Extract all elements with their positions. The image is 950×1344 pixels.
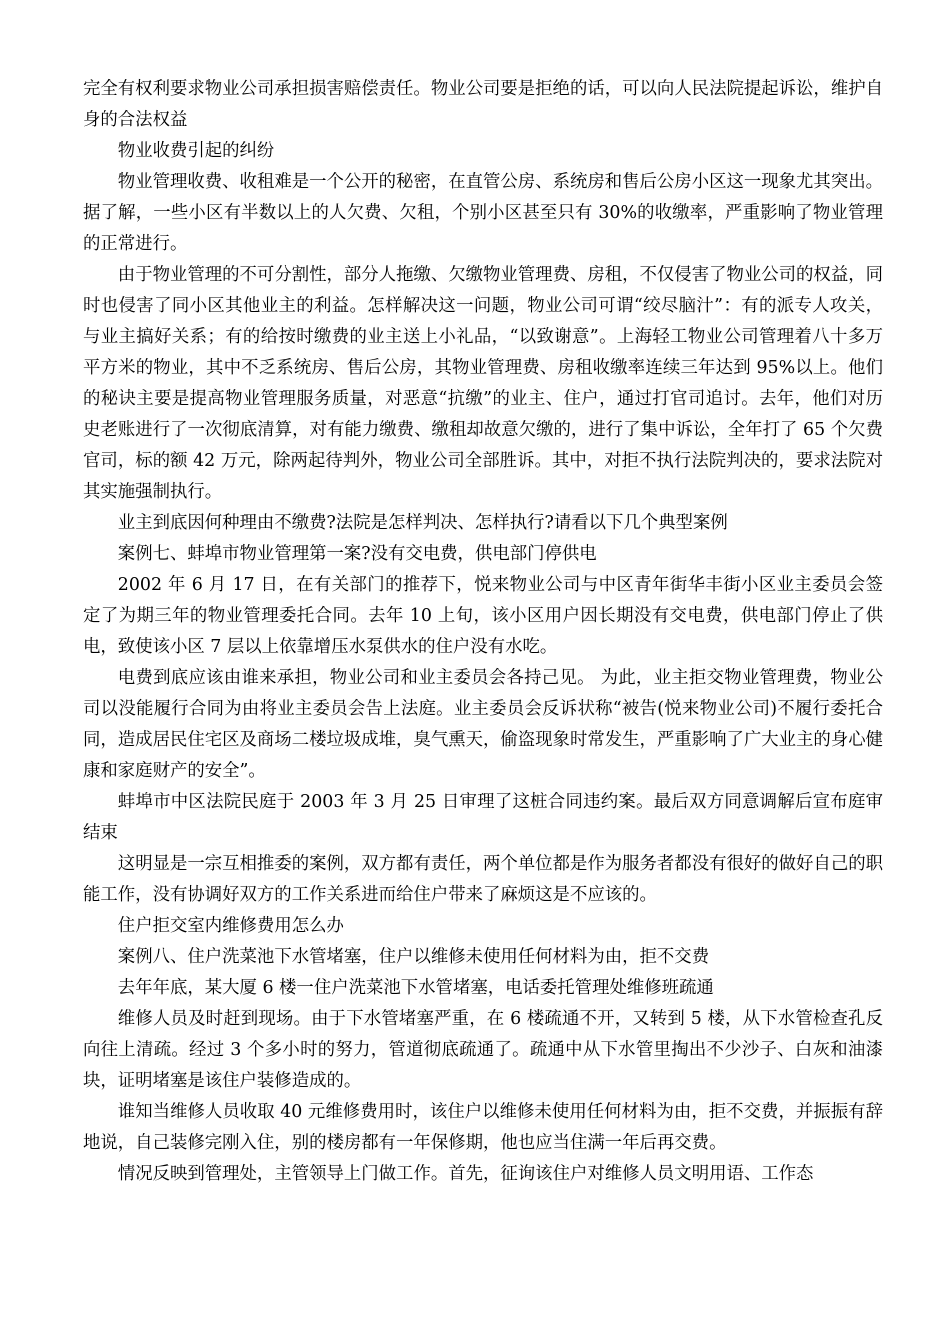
heading-repair-fee-refusal: 住户拒交室内维修费用怎么办 [117, 916, 344, 936]
paragraph-15: 谁知当维修人员收取 40 元维修费用时，该住户以维修未使用任何材料为由，拒不交费，并振振有辞地说，自己装修完刚入住，别的楼房都有一年保修期，他也应当住满一年后再交费。 [83, 1102, 883, 1153]
paragraph-16: 情况反映到管理处，主管领导上门做工作。首先，征询该住户对维修人员文明用语、工作态 [117, 1164, 814, 1184]
paragraph-5: 业主到底因何种理由不缴费?法院是怎样判决、怎样执行?请看以下几个典型案例 [117, 513, 728, 533]
paragraph-10: 这明显是一宗互相推委的案例，双方都有责任，两个单位都是作为服务者都没有很好的做好自己的职能工作，没有协调好双方的工作关系进而给住户带来了麻烦这是不应该的。 [83, 854, 883, 905]
heading-case-eight: 案例八、住户洗菜池下水管堵塞，住户以维修未使用任何材料为由，拒不交费 [117, 947, 710, 967]
paragraph-9: 蚌埠市中区法院民庭于 2003 年 3 月 25 日审理了这桩合同违约案。最后双方同意调解后宣布庭审结束 [83, 792, 883, 843]
paragraph-8: 电费到底应该由谁来承担，物业公司和业主委员会各持己见。 为此，业主拒交物业管理费，物业公司以没能履行合同为由将业主委员会告上法庭。业主委员会反诉状称“被告(悦来物业公司)不履行委托合同，造成居民住宅区及商场二楼垃圾成堆，臭气熏天，偷盗现象时常发生，严重影响了广大业主的身心健康和家庭财产的安全”。 [83, 668, 883, 781]
heading-case-seven: 案例七、蚌埠市物业管理第一案?没有交电费，供电部门停供电 [117, 544, 597, 564]
paragraph-1: 完全有权利要求物业公司承担损害赔偿责任。物业公司要是拒绝的话，可以向人民法院提起诉讼，维护自身的合法权益 [83, 79, 883, 130]
paragraph-3: 物业管理收费、收租难是一个公开的秘密，在直管公房、系统房和售后公房小区这一现象尤其突出。据了解，一些小区有半数以上的人欠费、欠租，个别小区甚至只有 30%的收缴率，严重影响了物业管理的正常进行。 [83, 172, 883, 254]
heading-property-fee-disputes: 物业收费引起的纠纷 [117, 141, 275, 161]
paragraph-13: 去年年底，某大厦 6 楼一住户洗菜池下水管堵塞，电话委托管理处维修班疏通 [117, 978, 714, 998]
paragraph-4: 由于物业管理的不可分割性，部分人拖缴、欠缴物业管理费、房租，不仅侵害了物业公司的权益，同时也侵害了同小区其他业主的利益。怎样解决这一问题，物业公司可谓“绞尽脑汁”：有的派专人攻关，与业主搞好关系；有的给按时缴费的业主送上小礼品，“以致谢意”。上海轻工物业公司管理着八十多万平方米的物业，其中不乏系统房、售后公房，其物业管理费、房租收缴率连续三年达到 95%以上。他们的秘诀主要是提高物业管理服务质量，对恶意“抗缴”的业主、住户，通过打官司追讨。去年，他们对历史老账进行了一次彻底清算，对有能力缴费、缴租却故意欠缴的，进行了集中诉讼，全年打了 65 个欠费官司，标的额 42 万元，除两起待判外，物业公司全部胜诉。其中，对拒不执行法院判决的，要求法院对其实施强制执行。 [83, 265, 883, 502]
paragraph-7: 2002 年 6 月 17 日，在有关部门的推荐下，悦来物业公司与中区青年街华丰街小区业主委员会签定了为期三年的物业管理委托合同。去年 10 上旬，该小区用户因长期没有交电费，供电部门停止了供电，致使该小区 7 层以上依靠增压水泵供水的住户没有水吃。 [83, 575, 883, 657]
paragraph-14: 维修人员及时赶到现场。由于下水管堵塞严重，在 6 楼疏通不开，又转到 5 楼，从下水管检查孔反向往上清疏。经过 3 个多小时的努力，管道彻底疏通了。疏通中从下水管里掏出不少沙子、白灰和油漆块，证明堵塞是该住户装修造成的。 [83, 1009, 883, 1091]
document-page [83, 74, 883, 1190]
